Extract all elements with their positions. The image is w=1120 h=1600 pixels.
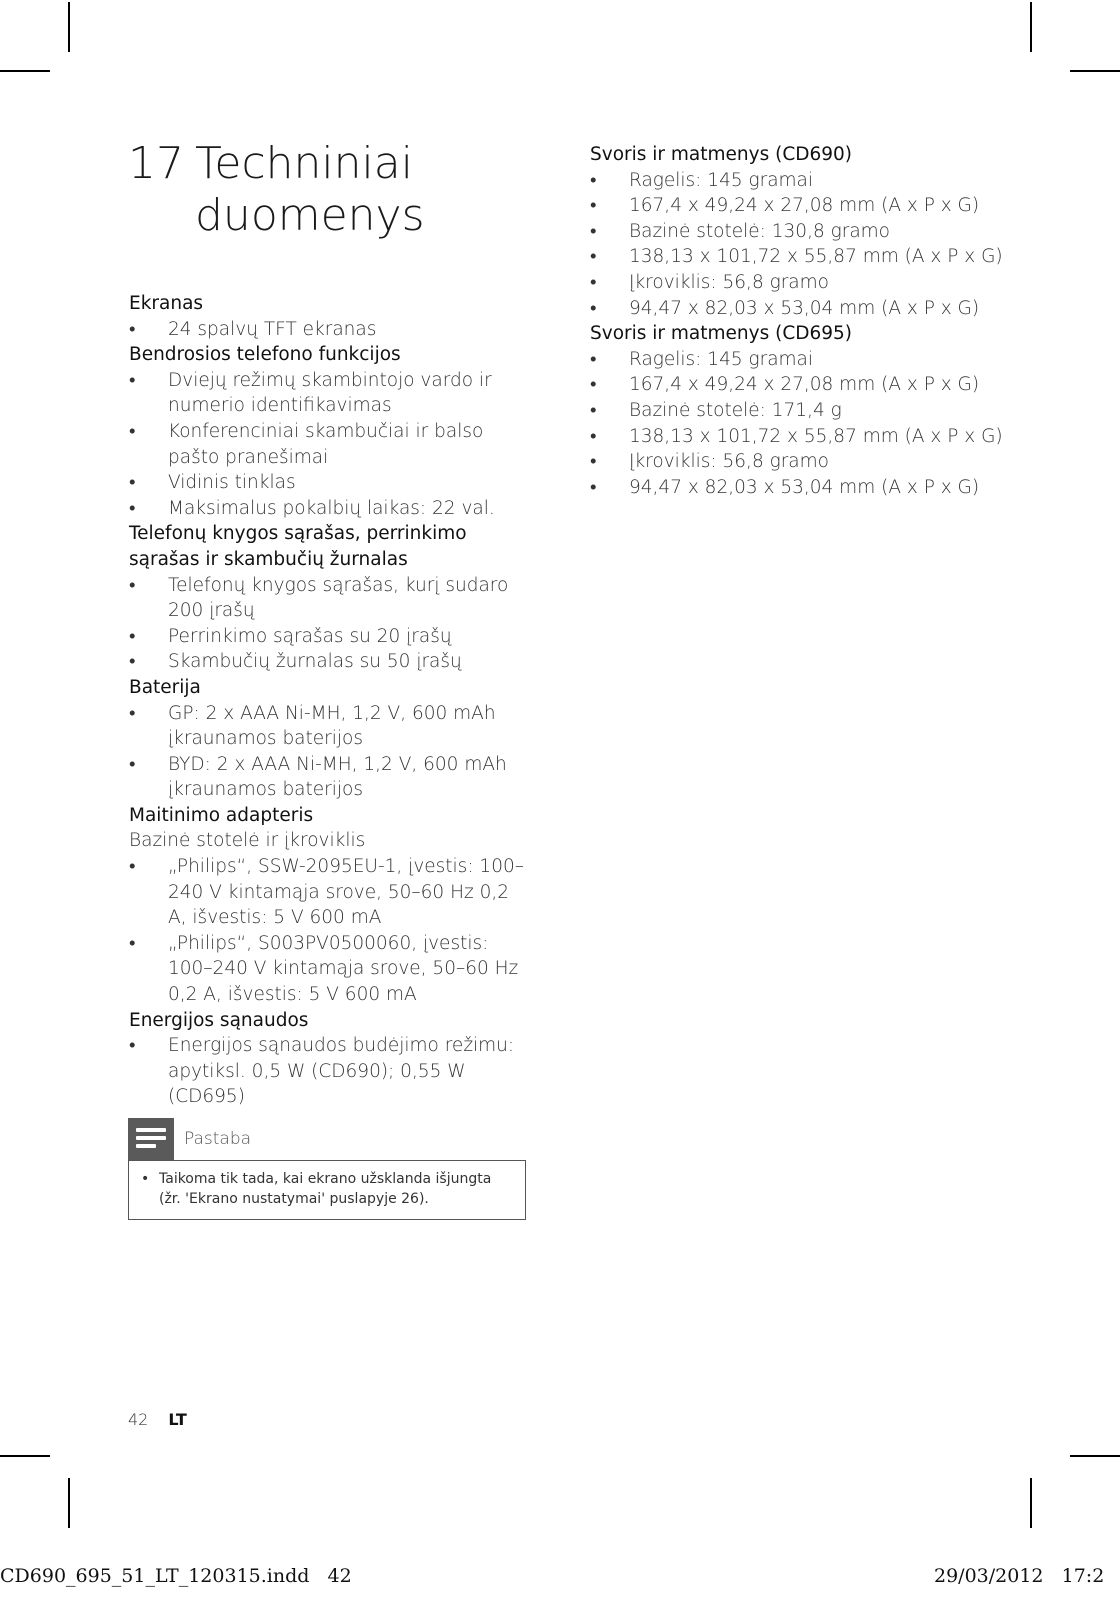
bullet-list — [590, 347, 1010, 501]
list-item: • Skambučių žurnalas su 50 įrašų — [129, 649, 529, 675]
bullet-list — [129, 368, 529, 522]
bullet-list — [129, 317, 529, 343]
list-item: • Perrinkimo sąrašas su 20 įrašų — [129, 624, 529, 650]
note-item: • Taikoma tik tada, kai ekrano užsklanda išjungta (žr. 'Ekrano nustatymai' puslapyje 26). — [141, 1169, 513, 1209]
list-item: • 94,47 x 82,03 x 53,04 mm (A x P x G) — [590, 475, 1010, 501]
note-header — [128, 1118, 526, 1160]
list-item: • Maksimalus pokalbių laikas: 22 val. — [129, 496, 529, 522]
language-code: LT — [168, 1410, 187, 1429]
list-item: • GP: 2 x AAA Ni-MH, 1,2 V, 600 mAh įkraunamos baterijos — [129, 701, 529, 752]
section-heading: Svoris ir matmenys (CD690) — [590, 144, 853, 165]
section-heading: Maitinimo adapteris — [129, 804, 314, 826]
crop-mark — [68, 2, 70, 52]
list-item: • „Philips“, S003PV0500060, įvestis: 100–240 V kintamąja srove, 50–60 Hz 0,2 A, išvestis: 5 V 600 mA — [129, 931, 529, 1008]
list-item: • BYD: 2 x AAA Ni-MH, 1,2 V, 600 mAh įkraunamos baterijos — [129, 752, 529, 803]
bullet-list — [129, 1033, 529, 1110]
crop-mark — [1030, 2, 1032, 52]
note-content — [128, 1160, 526, 1220]
list-item: • Telefonų knygos sąrašas, kurį sudaro 200 įrašų — [129, 573, 529, 624]
slug-date: 29/03/2012 17:2 — [934, 1565, 1105, 1587]
list-item: • 94,47 x 82,03 x 53,04 mm (A x P x G) — [590, 296, 1010, 322]
crop-mark — [1070, 1455, 1120, 1457]
bullet-list — [129, 854, 529, 1008]
list-item: • Bazinė stotelė: 171,4 g — [590, 398, 1010, 424]
bullet-list — [129, 701, 529, 803]
list-item: • „Philips“, SSW-2095EU-1, įvestis: 100–240 V kintamąja srove, 50–60 Hz 0,2 A, išvestis: 5 V 600 mA — [129, 854, 529, 931]
crop-mark — [0, 1455, 50, 1457]
list-item: • Įkroviklis: 56,8 gramo — [590, 270, 1010, 296]
bullet-list — [590, 168, 1010, 322]
list-item: • Energijos sąnaudos budėjimo režimu: apytiksl. 0,5 W (CD690); 0,55 W (CD695) — [129, 1033, 529, 1110]
list-item: • Ragelis: 145 gramai — [590, 347, 1010, 373]
chapter-heading — [128, 138, 548, 242]
list-item: • 138,13 x 101,72 x 55,87 mm (A x P x G) — [590, 424, 1010, 450]
section-heading: Telefonų knygos sąrašas, perrinkimo sąrašas ir skambučių žurnalas — [129, 523, 467, 570]
list-item: • 138,13 x 101,72 x 55,87 mm (A x P x G) — [590, 244, 1010, 270]
section-heading: Ekranas — [129, 293, 204, 314]
list-item: • Konferenciniai skambučiai ir balso pašto pranešimai — [129, 419, 529, 470]
left-column — [129, 291, 529, 1110]
crop-mark — [1070, 70, 1120, 72]
section-heading: Energijos sąnaudos — [129, 1009, 309, 1031]
crop-mark — [68, 1478, 70, 1528]
crop-mark — [0, 70, 50, 72]
note-label: Pastaba — [184, 1129, 252, 1149]
list-item: • Dviejų režimų skambintojo vardo ir numerio identifikavimas — [129, 368, 529, 419]
crop-mark — [1030, 1478, 1032, 1528]
chapter-number: 17 — [128, 138, 184, 189]
section-subtext: Bazinė stotelė ir įkroviklis — [129, 830, 366, 852]
section-heading: Bendrosios telefono funkcijos — [129, 344, 401, 366]
right-column — [590, 142, 1010, 500]
page-number: 42 — [128, 1410, 149, 1429]
list-item: • Bazinė stotelė: 130,8 gramo — [590, 219, 1010, 245]
page-footer — [128, 1410, 187, 1429]
bullet-list — [129, 573, 529, 675]
list-item: • Vidinis tinklas — [129, 470, 529, 496]
list-item: • 167,4 x 49,24 x 27,08 mm (A x P x G) — [590, 193, 1010, 219]
slug-filename: CD690_695_51_LT_120315.indd 42 — [0, 1565, 352, 1587]
list-item: • Ragelis: 145 gramai — [590, 168, 1010, 194]
note-box — [128, 1118, 526, 1220]
chapter-title: Techniniai duomenys — [195, 138, 425, 241]
list-item: • 167,4 x 49,24 x 27,08 mm (A x P x G) — [590, 372, 1010, 398]
list-item: • 24 spalvų TFT ekranas — [129, 317, 529, 343]
note-icon — [128, 1118, 174, 1160]
section-heading: Svoris ir matmenys (CD695) — [590, 323, 853, 345]
section-heading: Baterija — [129, 676, 201, 698]
list-item: • Įkroviklis: 56,8 gramo — [590, 449, 1010, 475]
